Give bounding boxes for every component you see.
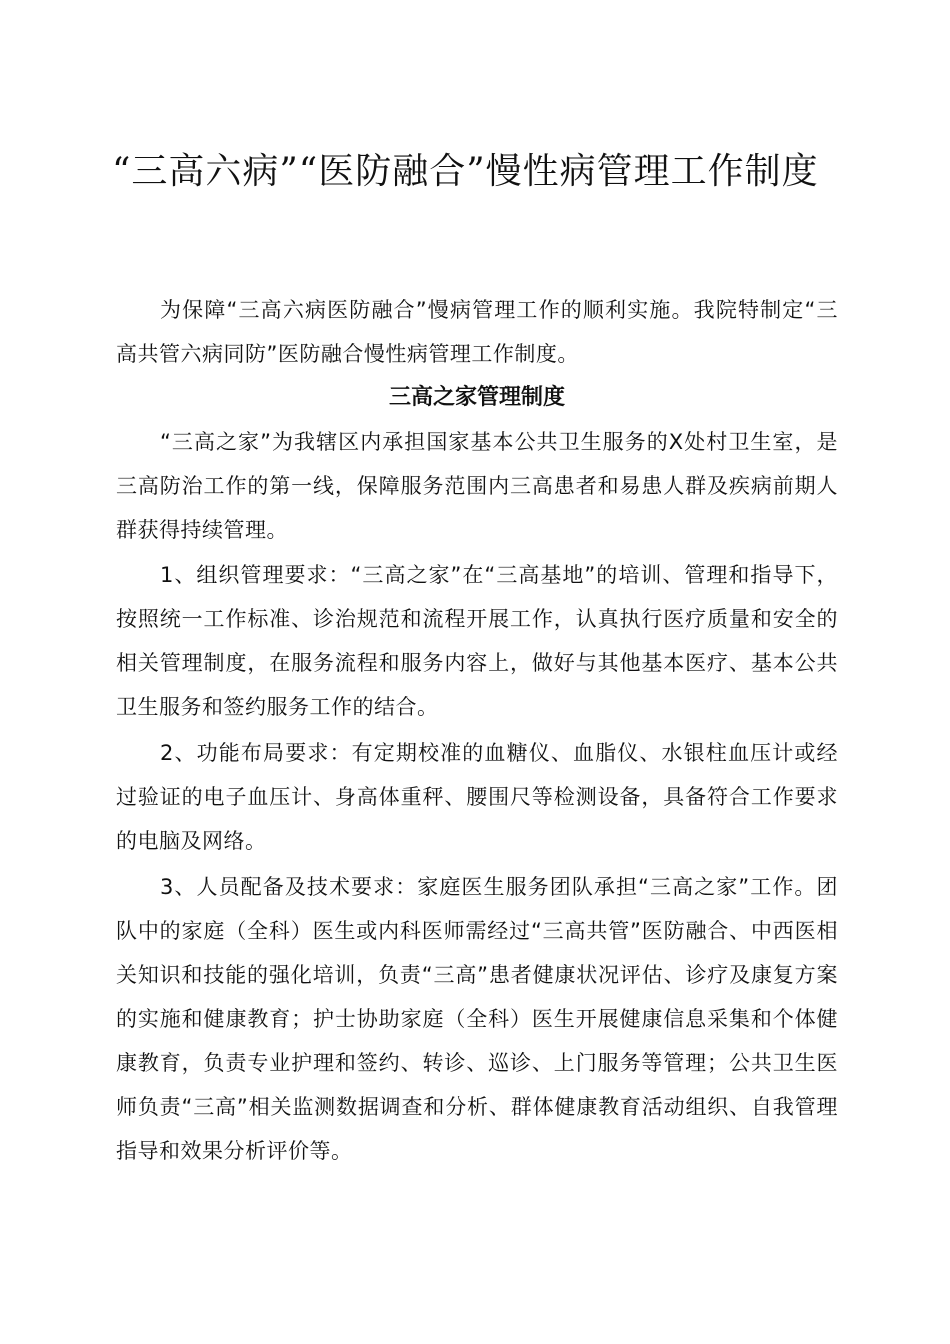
paragraph-organization-requirements: 1、组织管理要求：“三高之家”在“三高基地”的培训、管理和指导下，按照统一工作标准、诊治规范和流程开展工作，认真执行医疗质量和安全的相关管理制度，在服务流程和服务内容上，做好与其他基本医疗、基本公共卫生服务和签约服务工作的结合。 — [116, 563, 838, 719]
section-heading: 三高之家管理制度 — [388, 385, 565, 410]
document-title: “三高六病”“医防融合”慢性病管理工作制度 — [112, 151, 819, 192]
intro-paragraph: 为保障“三高六病医防融合”慢病管理工作的顺利实施。我院特制定“三高共管六病同防”医防融合慢性病管理工作制度。 — [116, 298, 838, 366]
paragraph-overview: “三高之家”为我辖区内承担国家基本公共卫生服务的X处村卫生室，是三高防治工作的第一线，保障服务范围内三高患者和易患人群及疾病前期人群获得持续管理。 — [116, 430, 838, 542]
paragraph-staffing-requirements: 3、人员配备及技术要求：家庭医生服务团队承担“三高之家”工作。团队中的家庭（全科）医生或内科医师需经过“三高共管”医防融合、中西医相关知识和技能的强化培训，负责“三高”患者健康状况评估、诊疗及康复方案的实施和健康教育；护士协助家庭（全科）医生开展健康信息采集和个体健康教育，负责专业护理和签约、转诊、巡诊、上门服务等管理；公共卫生医师负责“三高”相关监测数据调查和分析、群体健康教育活动组织、自我管理指导和效果分析评价等。 — [116, 875, 838, 1163]
paragraph-layout-requirements: 2、功能布局要求：有定期校准的血糖仪、血脂仪、水银柱血压计或经过验证的电子血压计、身高体重秤、腰围尺等检测设备，具备符合工作要求的电脑及网络。 — [116, 741, 838, 853]
